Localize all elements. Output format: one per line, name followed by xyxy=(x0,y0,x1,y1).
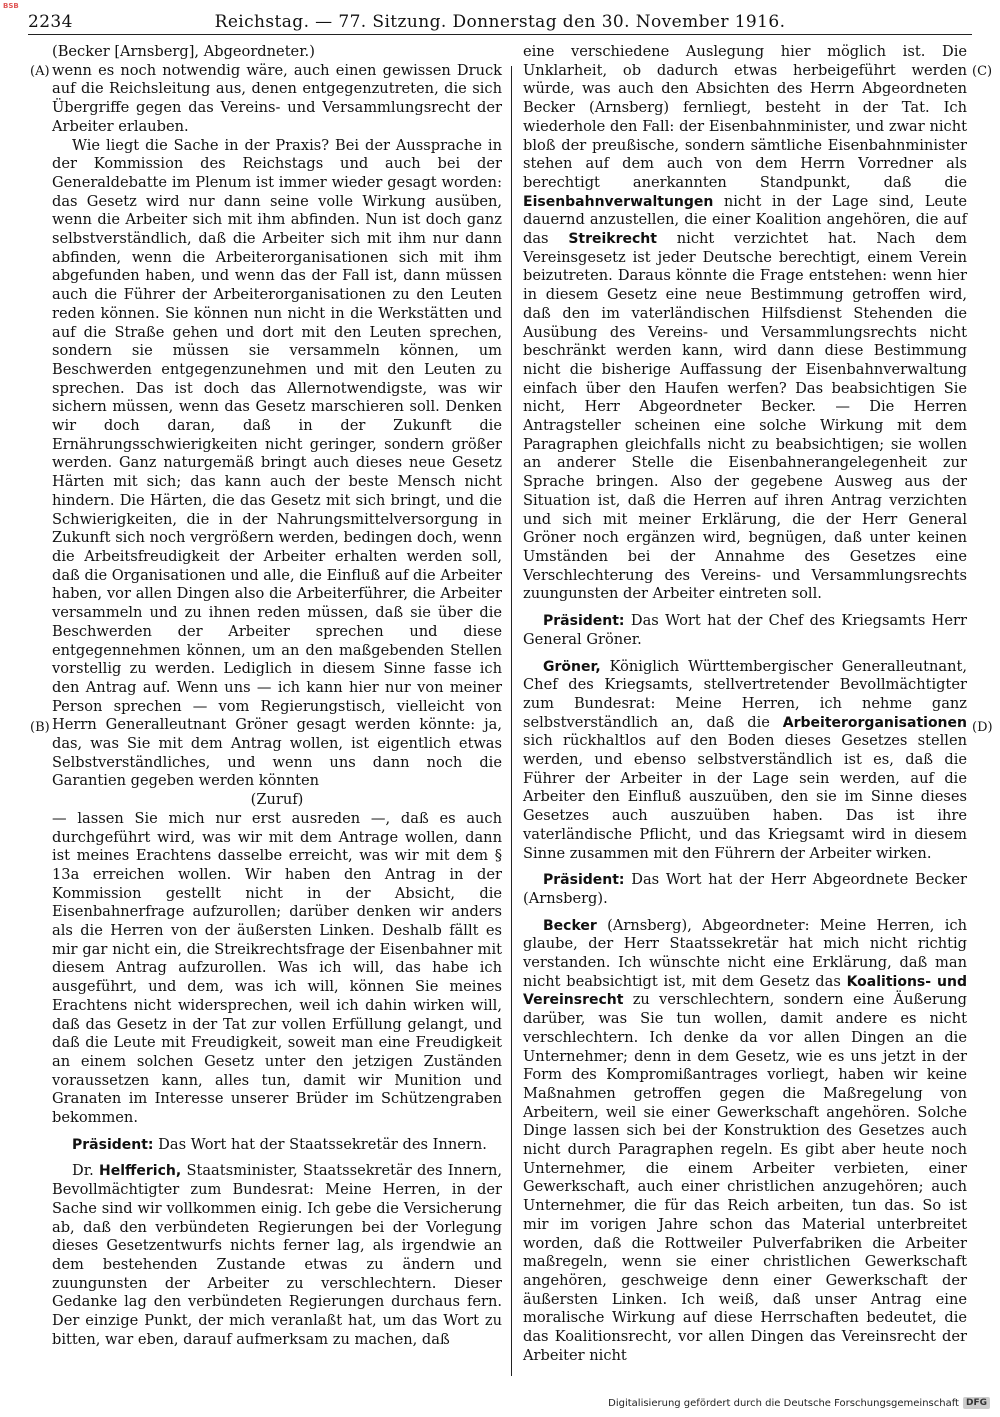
margin-marker-a: (A) xyxy=(30,64,50,79)
interjection: (Zuruf) xyxy=(250,791,304,809)
margin-marker-d: (D) xyxy=(972,720,993,735)
dfg-logo: DFG xyxy=(963,1397,990,1409)
speech-paragraph xyxy=(523,658,967,864)
footer-text: Digitalisierung gefördert durch die Deutsche Forschungsgemeinschaft xyxy=(608,1397,959,1409)
speaker-title: Dr. xyxy=(72,1162,100,1180)
speaker-name: Helfferich, xyxy=(99,1163,182,1180)
right-column xyxy=(523,43,967,1366)
keyword: Arbeiterorganisationen xyxy=(782,714,967,731)
margin-marker-c: (C) xyxy=(972,64,993,79)
digitization-footer xyxy=(608,1397,990,1409)
text-run: Königlich Württembergischer Generalleutnant, Chef des Kriegsamts, stellvertretender Bevollmächtigter zum Bundesrat: Meine Herren, ich nehme ganz selbstverständlich an, daß die xyxy=(523,657,967,731)
paragraph: — lassen Sie mich nur erst ausreden —, daß es auch durchgeführt wird, was wir mit dem Antrage wollen, dann ist meines Erachtens dasselbe erreicht, was wir mit dem § 13a erreichen wollen. Wir haben den Antrag in der Kommission gestellt nicht in der Absicht, die Eisenbahnerfrage aufzurollen; darüber denken wir anders als die Herren von der äußersten Linken. Deshalb fällt es mir gar nicht ein, die Streikrechtsfrage der Eisenbahner mit diesem Antrag aufzurollen. Was ich will, das habe ich ausgeführt, und dem, was ich will, können Sie meines Erachtens nicht widersprechen, weil ich dahin wirken will, daß das Gesetz in der Tat zur vollen Erfüllung gelangt, und daß die Leute mit Freudigkeit, soweit man eine Freudigkeit an einem solchen Gesetz unter den jetzigen Zuständen voraussetzen kann, alles tun, damit wir Munition und Granaten im Interesse unserer Brüder im Schützengraben bekommen. xyxy=(52,809,502,1127)
paragraph: wenn es noch notwendig wäre, auch einen gewissen Druck auf die Reichsleitung aus, denen entgegenzutreten, die sich Übergriffe gegen das Vereins- und Versammlungsrecht der Arbeiter erlauben. xyxy=(52,61,502,135)
text-run: sich rückhaltlos auf den Boden dieses Gesetzes stellen werden, und ebenso selbstverständlich ist es, daß die Führer der Arbeiter in der Lage sein werden, auf die Arbeiter den Einfluß auszuüben, den sie im Sinne dieses Gesetzes auch auszuüben haben. Das ist ihre vaterländische Pflicht, und das Kriegsamt wird in diesem Sinne zusammen mit den Führern der Arbeiter wirken. xyxy=(523,732,967,862)
speaker-name: Becker xyxy=(543,917,597,934)
paragraph xyxy=(523,43,967,604)
text-run: (Arnsberg), Abgeordneter: Meine Herren, ich glaube, der Herr Staatssekretär hat mich nicht richtig verstanden. Ich wünschte nicht eine Erklärung, daß man nicht beabsichtigt ist, mit dem Gesetz das xyxy=(523,916,967,990)
paragraph: Wie liegt die Sache in der Praxis? Bei der Aussprache in der Kommission des Reichstags und auch bei der Generaldebatte im Plenum ist immer wieder gesagt worden: das Gesetz wird nur dann seine volle Wirkung ausüben, wenn die Arbeiter sich mit ihm abfinden. Nun ist doch ganz selbstverständlich, daß die Arbeiter sich mit ihm nur dann abfinden, wenn die Arbeiterorganisationen sich mit ihm abgefunden haben, und wenn das der Fall ist, dann müssen auch die Führer der Arbeiterorganisationen zu den Leuten reden können. Sie können nun nicht in die Werkstätten und auf die Straße gehen und dort mit den Leuten sprechen, sondern sie müssen sie versammeln können, um Beschwerden entgegenzunehmen und mit den Leuten zu sprechen. Das ist doch das Allernotwendigste, was wir sichern müssen, wenn das Gesetz marschieren soll. Denken wir doch daran, daß in der Zukunft die Ernährungsschwierigkeiten nicht geringer, sondern größer werden. Ganz naturgemäß bringt auch dieses neue Gesetz Härten mit sich; das kann auch der beste Mensch nicht hindern. Die Härten, die das Gesetz mit sich bringt, und die Schwierigkeiten, die in der Nahrungsmittelversorgung in Zukunft sich noch vergrößern werden, bedingen doch, wenn die Arbeitsfreudigkeit der Arbeiter erhalten werden soll, daß die Organisationen und alle, die Einfluß auf die Arbeiter haben, vor allen Dingen also die Arbeiterführer, die Arbeiter versammeln und zu ihnen reden müssen, daß sie über die Beschwerden der Arbeiter sprechen und diese entgegennehmen können, um an den maßgebenden Stellen vorstellig zu werden. Lediglich in diesem Sinne fasse ich den Antrag auf. Wenn uns — ich kann hier nur von meiner Person sprechen — vom Regierungstisch, vielleicht von Herrn Generalleutnant Gröner gesagt werden könnte: ja, das, was Sie mit dem Antrag wollen, ist eigentlich etwas Selbstverständliches, und wenn uns dann noch die Garantien gegeben werden könnten xyxy=(52,136,502,790)
text-run: nicht verzichtet hat. Nach dem Vereinsgesetz ist jeder Deutsche berechtigt, einem Verein beizutreten. Daraus könnte die Frage entstehen: wenn hier in diesem Gesetz eine neue Bestimmung getroffen wird, daß den im vaterländischen Hilfsdienst Stehenden die Ausübung des Vereins- und Versammlungsrechts nicht beschränkt werden kann, wird dann diese Bestimmung nicht die bisherige Auffassung der Eisenbahnverwaltung einfach über den Haufen werfen? Das beabsichtigen Sie nicht, Herr Abgeordneter Becker. — Die Herren Antragsteller scheinen eine solche Wirkung mit dem Paragraphen gleichfalls nicht zu beabsichtigen; sie wollen an anderer Stelle die Eisenbahnerangelegenheit zur Sprache bringen. Also der gegebene Ausweg aus der Situation ist, daß die Herren auf ihren Antrag verzichten und sich mit meiner Erklärung, die der Herr General Gröner noch ergänzen wird, begnügen, daß unter keinen Umständen bei der Annahme des Gesetzes eine Verschlechterung des Vereins- und Versammlungsrechts zuungunsten der Arbeiter eintreten soll. xyxy=(523,230,968,603)
speaker-name: Präsident: xyxy=(543,613,625,630)
keyword: Koalitions- und Vereinsrecht xyxy=(523,973,967,1009)
left-column xyxy=(52,43,502,1350)
speech-text: Das Wort hat der Staatssekretär des Innern. xyxy=(153,1135,487,1153)
speech-text: Das Wort hat der Chef des Kriegsamts Herr General Gröner. xyxy=(523,612,967,648)
keyword: Streikrecht xyxy=(568,231,657,248)
keyword: Eisenbahnverwaltungen xyxy=(523,193,714,210)
speech-text: Das Wort hat der Herr Abgeordnete Becker (Arnsberg). xyxy=(523,871,967,907)
page-header xyxy=(28,12,972,35)
speech-paragraph xyxy=(52,1136,502,1155)
text-run: eine verschiedene Auslegung hier möglich ist. Die Unklarheit, ob dadurch etwas herbeigeführt werden würde, was auch den Absichten des Herrn Abgeordneten Becker (Arnsberg) fernliegt, besteht in der Tat. Ich wiederhole den Fall: der Eisenbahnminister, und zwar nicht bloß der preußische, sondern sämtliche Eisenbahnminister stehen auf dem auch von dem Herrn Vorredner als berechtigt anerkannten Standpunkt, daß die xyxy=(523,43,967,191)
speaker-name: Präsident: xyxy=(72,1136,154,1153)
speech-paragraph xyxy=(52,1162,502,1349)
speech-paragraph xyxy=(523,871,967,908)
speech-paragraph xyxy=(523,917,967,1366)
page-title: Reichstag. — 77. Sitzung. Donnerstag den 30. November 1916. xyxy=(214,12,786,32)
text-run: nicht in der Lage sind, Leute dauernd anzustellen, die einer Koalition angehören, die auf das xyxy=(523,192,967,248)
speaker-name: Präsident: xyxy=(543,872,625,889)
library-mark: BSB xyxy=(3,2,19,10)
speech-text: Staatsminister, Staatssekretär des Innern, Bevollmächtigter zum Bundesrat: Meine Herren, in der Sache sind wir vollkommen einig. Ich gebe die Versicherung ab, daß den verbündeten Regierungen bei der Vorlegung dieses Gesetzentwurfs nichts ferner lag, als irgendwie an dem bestehenden Zustande etwas zu ändern und zuungunsten der Arbeiter zu verschlechtern. Dieser Gedanke lag den verbündeten Regierungen durchaus fern. Der einzige Punkt, der mich veranlaßt hat, um das Wort zu bitten, war eben, darauf aufmerksam zu machen, daß xyxy=(52,1162,503,1348)
page-number: 2234 xyxy=(28,12,73,32)
speaker-note: (Becker [Arnsberg], Abgeordneter.) xyxy=(52,43,315,60)
speech-paragraph xyxy=(523,612,967,649)
speaker-name: Gröner, xyxy=(543,658,601,675)
text-run: zu verschlechtern, sondern eine Äußerung darüber, was Sie tun wollen, damit andere es nicht verschlechtern. Ich denke da vor allen Dingen an die Unternehmer; denn in dem Gesetz, wie es uns jetzt in der Form des Kompromißantrages vorliegt, haben wir keine Maßnahmen getroffen gegen die Maßregelung von Arbeitern, weil sie einer Gewerkschaft angehören. Solche Dinge lassen sich bei der Konstruktion des Gesetzes auch nicht durch Paragraphen regeln. Es gibt aber heute noch Unternehmer, die einem Arbeiter verbieten, einer Gewerkschaft, auch einer christlichen anzugehören; auch Unternehmer, die für das Reich arbeiten, tun das. So ist mir im vorigen Jahre schon das Material unterbreitet worden, daß die Rottweiler Pulverfabriken die Arbeiter maßregeln, wenn sie einer christlichen Gewerkschaft angehören, geschweige denn einer Gewerkschaft der äußersten Linken. Ich weiß, daß unser Antrag eine moralische Wirkung auf diese Herrschaften bedeutet, die das Koalitionsrecht, vor allen Dingen das Vereinsrecht der Arbeiter nicht xyxy=(523,991,967,1364)
margin-marker-b: (B) xyxy=(30,720,50,735)
column-divider xyxy=(511,66,512,1376)
